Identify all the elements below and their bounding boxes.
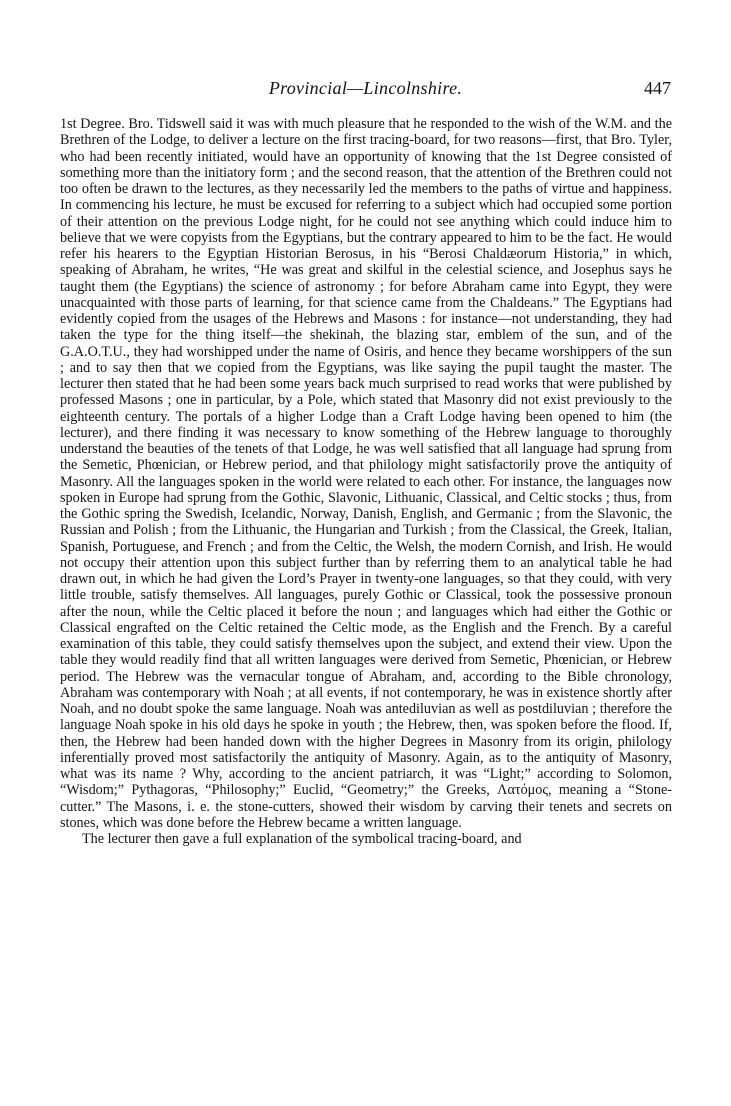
article-body <box>60 116 672 847</box>
page-header <box>60 78 671 102</box>
page-number: 447 <box>644 78 671 98</box>
paragraph-continuation: The lecturer then gave a full explanation of the symbolical tracing-board, and <box>82 831 522 847</box>
paragraph-lecture: 1st Degree. Bro. Tidswell said it was with much pleasure that he responded to the wish of the W.M. and the Brethren of the Lodge, to deliver a lecture on the first tracing-board, for two reasons—first, that Bro. Tyler, who had been recently initiated, would have an opportunity of knowing that the 1st Degree consisted of something more than the initiatory form ; and the second reason, that the attention of the Brethren could not too often be drawn to the lectures, as they necessarily led the members to the paths of virtue and happiness. In commencing his lecture, he must be excused for referring to a subject which had occupied some portion of their attention on the previous Lodge night, for he could not see anything which could induce him to believe that we were copyists from the Egyptians, but the contrary appeared to him to be the fact. He would refer his hearers to the Egyptian Historian Berosus, in his “Berosi Chaldæorum Historia,” in which, speaking of Abraham, he writes, “He was great and skilful in the celestial science, and Josephus says he taught them (the Egyptians) the science of astronomy ; for before Abraham came into Egypt, they were unacquainted with those parts of learning, for that science came from the Chaldeans.” The Egyptians had evidently copied from the usages of the Hebrews and Masons : for instance—not understanding, they had taken the type for the thing itself—the shekinah, the blazing star, emblem of the sun, and of the G.A.O.T.U., they had worshipped under the name of Osiris, and hence they became worshippers of the sun ; and to say then that we copied from the Egyptians, was like saying the pupil taught the master. The lecturer then stated that he had been some years back much surprised to read works that were published by professed Masons ; one in particular, by a Pole, which stated that Masonry did not exist previously to the eighteenth century. The portals of a higher Lodge than a Craft Lodge having been opened to him (the lecturer), and there finding it was necessary to know something of the Hebrew language to thoroughly understand the beauties of the tenets of that Lodge, he was well satisfied that all language had sprung from the Semetic, Phœnician, or Hebrew period, and that philology might satisfactorily prove the antiquity of Masonry. All the languages spoken in the world were related to each other. For instance, the languages now spoken in Europe had sprung from the Gothic, Slavonic, Lithuanic, Classical, and Celtic stocks ; thus, from the Gothic spring the Swedish, Icelandic, Norway, Danish, English, and Germanic ; from the Slavonic, the Russian and Polish ; from the Lithuanic, the Hungarian and Turkish ; from the Classical, the Greek, Italian, Spanish, Portuguese, and French ; and from the Celtic, the Welsh, the modern Cornish, and Irish. He would not occupy their attention upon this subject further than by referring them to an analytical table he had drawn out, in which he had given the Lord’s Prayer in twenty-one languages, so that they could, with very little trouble, satisfy themselves. All languages, purely Gothic or Classical, took the possessive pronoun after the noun, while the Celtic placed it before the noun ; and languages which had either the Gothic or Classical engrafted on the Celtic retained the Celtic mode, as the English and the French. By a careful examination of this table, they could satisfy themselves upon the subject, and extend their view. Upon the table they would readily find that all written languages were derived from Semetic, Phœnician, or Hebrew period. The Hebrew was the vernacular tongue of Abraham, and, according to the Bible chronology, Abraham was contemporary with Noah ; at all events, if not contemporary, he was in existence shortly after Noah, and no doubt spoke the same language. Noah was antediluvian as well as postdiluvian ; therefore the language Noah spoke in his old days he spoke in youth ; the Hebrew, then, was spoken before the flood. If, then, the Hebrew had been handed down with the higher Degrees in Masonry from its origin, philology inferentially proved most satisfactorily the antiquity of Masonry. Again, as to the antiquity of Masonry, what was its name ? Why, according to the ancient patriarch, it was “Light;” according to Solomon, “Wisdom;” Pythagoras, “Philosophy;” Euclid, “Geometry;” the Greeks, Λατόμος, meaning a “Stone-cutter.” The Masons, i. e. the stone-cutters, showed their wisdom by carving their tenets and secrets on stones, which was done before the Hebrew became a written language. <box>60 116 672 831</box>
running-title: Provincial—Lincolnshire. <box>268 78 463 98</box>
